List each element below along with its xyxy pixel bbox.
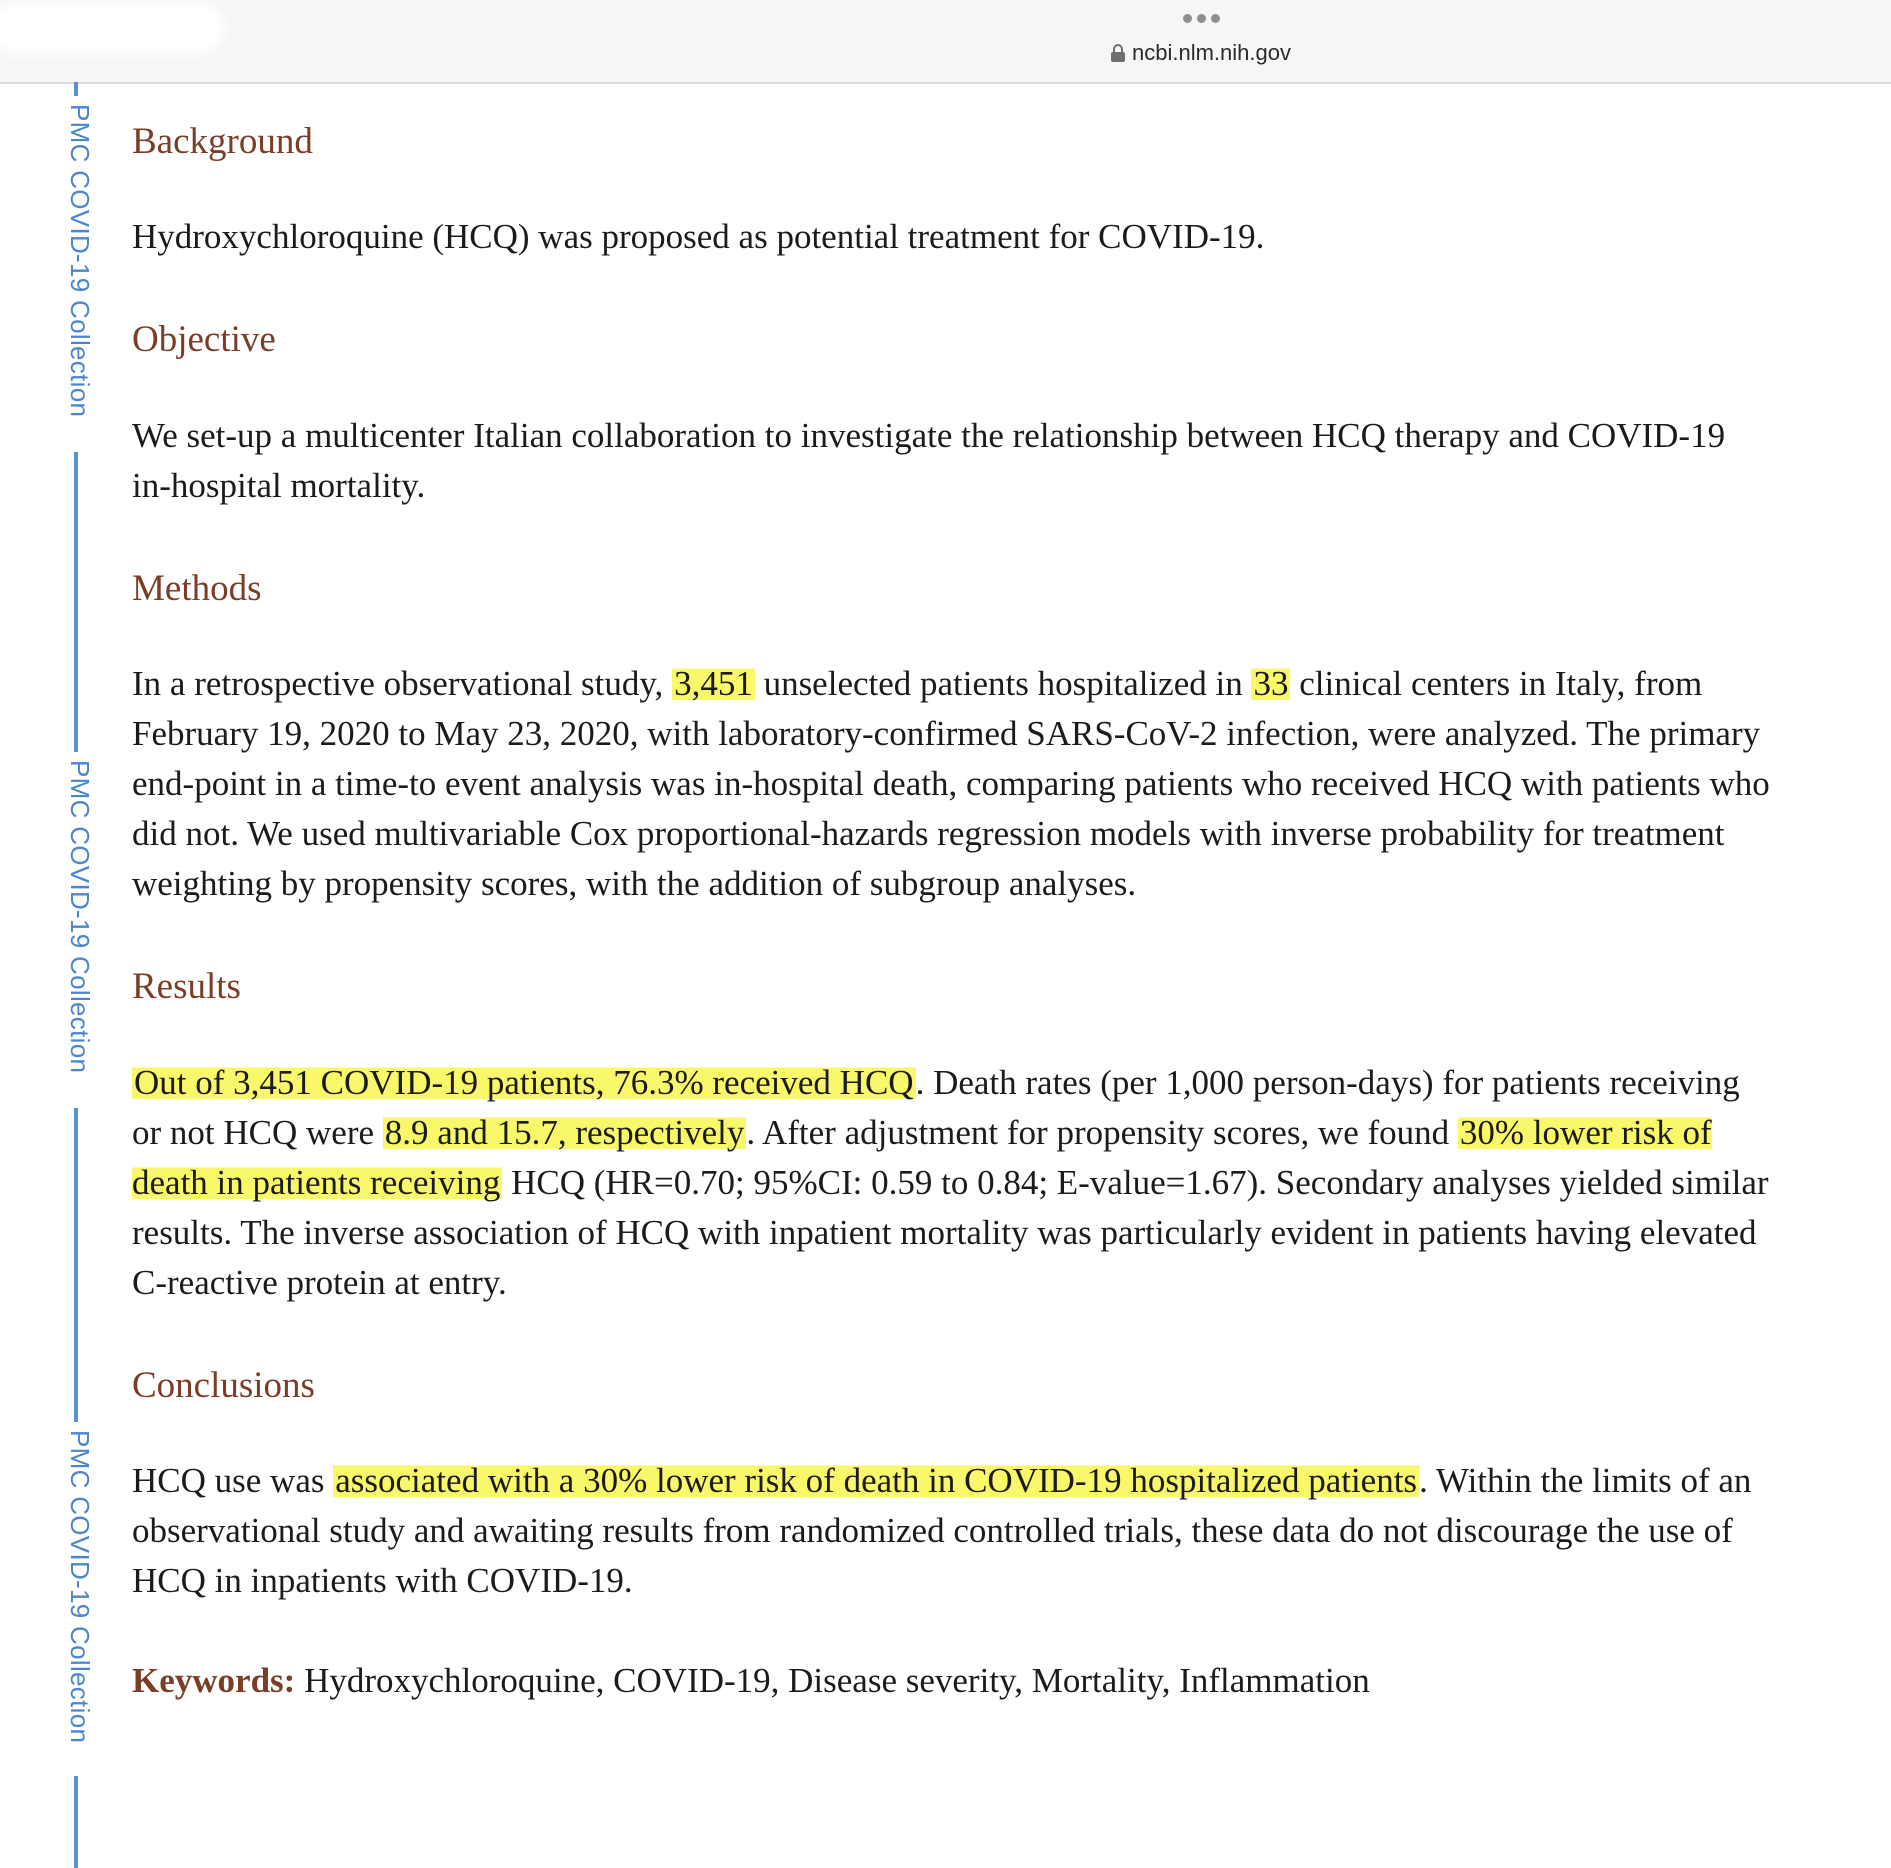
sidebar-tab-pmc-covid-collection[interactable] [62, 752, 95, 1422]
sidebar-tab-pmc-covid-collection[interactable] [62, 1422, 95, 1868]
sidebar-tab-label: PMC COVID-19 Collection [65, 104, 95, 418]
objective-text: We set-up a multicenter Italian collaboration to investigate the relationship between HCQ therapy and COVID-19 in-hospital mortality. [132, 415, 1726, 505]
conclusions-text-part: . Within the limits of an observational study and awaiting results from randomized controlled trials, these data do not discourage the use of HCQ in inpatients with COVID-19. [132, 1460, 1752, 1600]
highlighted-text: Out of 3,451 COVID-19 patients, 76.3% received HCQ [134, 1062, 914, 1102]
sidebar-divider [74, 452, 78, 752]
results-text [132, 1058, 1772, 1308]
results-text-part: HCQ (HR=0.70; 95%CI: 0.59 to 0.84; E-value=1.67). Secondary analyses yielded similar results. The inverse association of HCQ with inpatient mortality was particularly evident in patients having elevated C-reactive protein at entry. [132, 1162, 1769, 1302]
section-heading-background: Background [132, 121, 313, 162]
keywords-label: Keywords: [132, 1660, 296, 1700]
section-heading-methods: Methods [132, 567, 262, 609]
conclusions-text-part: HCQ use was [132, 1460, 334, 1500]
methods-text [132, 659, 1772, 909]
sidebar-divider [74, 1776, 78, 1868]
methods-text-part: unselected patients hospitalized in [754, 664, 1252, 704]
conclusions-text [132, 1456, 1772, 1606]
sidebar-divider [74, 1108, 78, 1422]
sidebar-tab-label: PMC COVID-19 Collection [65, 1430, 95, 1744]
highlighted-text: associated with a 30% lower risk of death in COVID-19 hospitalized patients [335, 1460, 1418, 1500]
methods-text-part: clinical centers in Italy, from February 19, 2020 to May 23, 2020, with laboratory-confirmed SARS-CoV-2 infection, were analyzed. The primary end-point in a time-to event analysis was in-hospital death, comparing patients who received HCQ with patients who did not. We used multivariable Cox proportional-hazards regression models with inverse probability for treatment weighting by propensity scores, with the addition of subgroup analyses. [132, 664, 1770, 904]
sidebar-tab-pmc-covid-collection[interactable] [62, 82, 95, 752]
blurred-region [0, 2, 225, 54]
url-text: ncbi.nlm.nih.gov [1132, 40, 1291, 65]
address-bar[interactable] [1110, 40, 1291, 66]
sidebar-tab-label: PMC COVID-19 Collection [65, 760, 95, 1074]
highlighted-text: 3,451 [674, 664, 753, 704]
abstract-content [132, 100, 1772, 1706]
section-heading-objective: Objective [132, 319, 276, 361]
more-options-icon[interactable] [1183, 14, 1220, 23]
section-heading-conclusions: Conclusions [132, 1364, 315, 1406]
lock-icon [1110, 43, 1126, 63]
section-heading-results: Results [132, 966, 241, 1008]
highlighted-text: 30% lower risk of death in patients receiving [132, 1112, 1712, 1202]
keywords [132, 1656, 1772, 1706]
browser-top-bar [0, 0, 1891, 84]
sidebar-divider [74, 82, 78, 96]
methods-text-part: In a retrospective observational study, [132, 664, 673, 704]
highlighted-text: 8.9 and 15.7, respectively [384, 1112, 745, 1152]
highlighted-text: 33 [1253, 664, 1289, 704]
results-text-part: . Death rates (per 1,000 person-days) for patients receiving or not HCQ were [132, 1062, 1740, 1152]
keywords-value: Hydroxychloroquine, COVID-19, Disease severity, Mortality, Inflammation [304, 1660, 1370, 1700]
background-text: Hydroxychloroquine (HCQ) was proposed as potential treatment for COVID-19. [132, 217, 1265, 257]
collection-sidebar [62, 82, 95, 1868]
results-text-part: . After adjustment for propensity scores, we found [746, 1112, 1458, 1152]
